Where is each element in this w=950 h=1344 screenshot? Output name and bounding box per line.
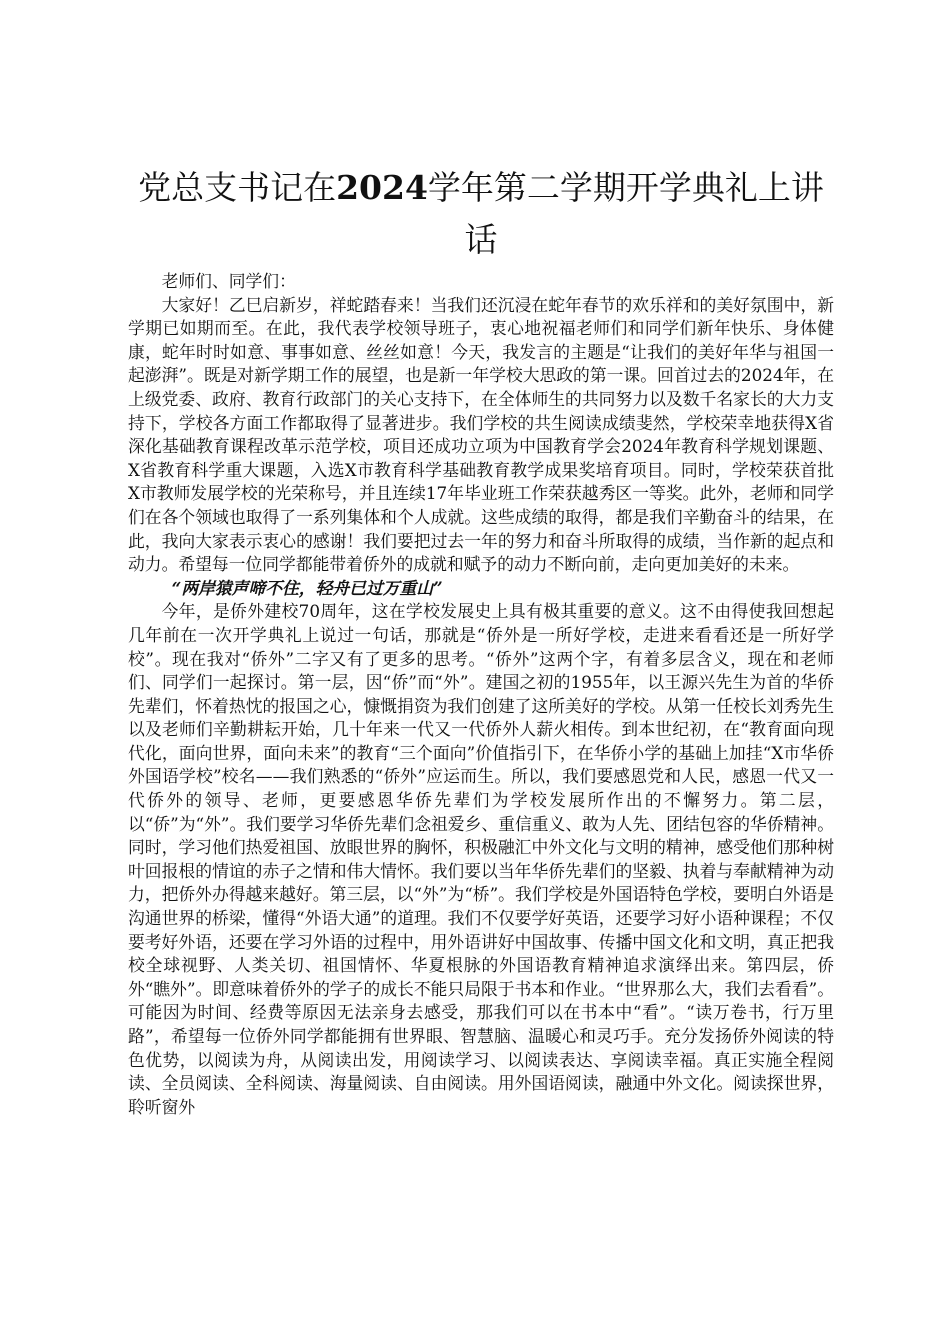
title-prefix: 党总支书记在: [138, 168, 337, 207]
document-title: [128, 162, 834, 266]
title-suffix: 学年第二学期开学典礼上讲话: [427, 168, 824, 259]
paragraph-1: 大家好！乙巳启新岁，祥蛇踏春来！当我们还沉浸在蛇年春节的欢乐祥和的美好氛围中，新学期已如期而至。在此，我代表学校领导班子，衷心地祝福老师们和同学们新年快乐、身体健康，蛇年时时如意、事事如意、丝丝如意！今天，我发言的主题是“让我们的美好年华与祖国一起澎湃”。既是对新学期工作的展望，也是新一年学校大思政的第一课。回首过去的2024年，在上级党委、政府、教育行政部门的关心支持下，在全体师生的共同努力以及数千名家长的大力支持下，学校各方面工作都取得了显著进步。我们学校的共生阅读成绩斐然，学校荣幸地获得X省深化基础教育课程改革示范学校，项目还成功立项为中国教育学会2024年教育科学规划课题、X省教育科学重大课题，入选X市教育科学基础教育教学成果奖培育项目。同时，学校荣获首批X市教师发展学校的光荣称号，并且连续17年毕业班工作荣获越秀区一等奖。此外，老师和同学们在各个领域也取得了一系列集体和个人成就。这些成绩的取得，都是我们辛勤奋斗的结果，在此，我向大家表示衷心的感谢！我们要把过去一年的努力和奋斗所取得的成绩，当作新的起点和动力。希望每一位同学都能带着侨外的成就和赋予的动力不断向前，走向更加美好的未来。: [128, 294, 834, 575]
document-body: [128, 270, 834, 1119]
salutation: 老师们、同学们：: [161, 271, 296, 291]
paragraph-2: 今年，是侨外建校70周年，这在学校发展史上具有极其重要的意义。这不由得使我回想起几年前在一次开学典礼上说过一句话，那就是“侨外是一所好学校，走进来看看还是一所好学校”。现在我对“侨外”二字又有了更多的思考。“侨外”这两个字，有着多层含义，现在和老师们、同学们一起探讨。第一层，因“侨”而“外”。建国之初的1955年，以王源兴先生为首的华侨先辈们，怀着热忱的报国之心，慷慨捐资为我们创建了这所美好的学校。从第一任校长刘秀先生以及老师们辛勤耕耘开始，几十年来一代又一代侨外人薪火相传。到本世纪初，在“教育面向现代化，面向世界，面向未来”的教育“三个面向”价值指引下，在华侨小学的基础上加挂“X市华侨外国语学校”校名——我们熟悉的“侨外”应运而生。所以，我们要感恩党和人民，感恩一代又一代侨外的领导、老师，更要感恩华侨先辈们为学校发展所作出的不懈努力。第二层，以“侨”为“外”。我们要学习华侨先辈们念祖爱乡、重信重义、敢为人先、团结包容的华侨精神。同时，学习他们热爱祖国、放眼世界的胸怀，积极融汇中外文化与文明的精神，感受他们那种树叶回报根的情谊的赤子之情和伟大情怀。我们要以当年华侨先辈们的坚毅、执着与奉献精神为动力，把侨外办得越来越好。第三层，以“外”为“桥”。我们学校是外国语特色学校，要明白外语是沟通世界的桥梁，懂得“外语大通”的道理。我们不仅要学好英语，还要学习好小语种课程；不仅要考好外语，还要在学习外语的过程中，用外语讲好中国故事、传播中国文化和文明，真正把我校全球视野、人类关切、祖国情怀、华夏根脉的外国语教育精神追求演绎出来。第四层，侨外“瞧外”。即意味着侨外的学子的成长不能只局限于书本和作业。“世界那么大，我们去看看”。可能因为时间、经费等原因无法亲身去感受，那我们可以在书本中“看”。“读万卷书，行万里路”，希望每一位侨外同学都能拥有世界眼、智慧脑、温暖心和灵巧手。充分发扬侨外阅读的特色优势，以阅读为舟，从阅读出发，用阅读学习、以阅读表达、享阅读幸福。真正实施全程阅读、全员阅读、全科阅读、海量阅读、自由阅读。用外国语阅读，融通中外文化。阅读探世界，聆听窗外: [128, 601, 834, 1117]
section-heading: “两岸猿声啼不住，轻舟已过万重山”: [171, 577, 443, 598]
document-page: [128, 0, 834, 1119]
title-year: 2024: [336, 168, 428, 207]
